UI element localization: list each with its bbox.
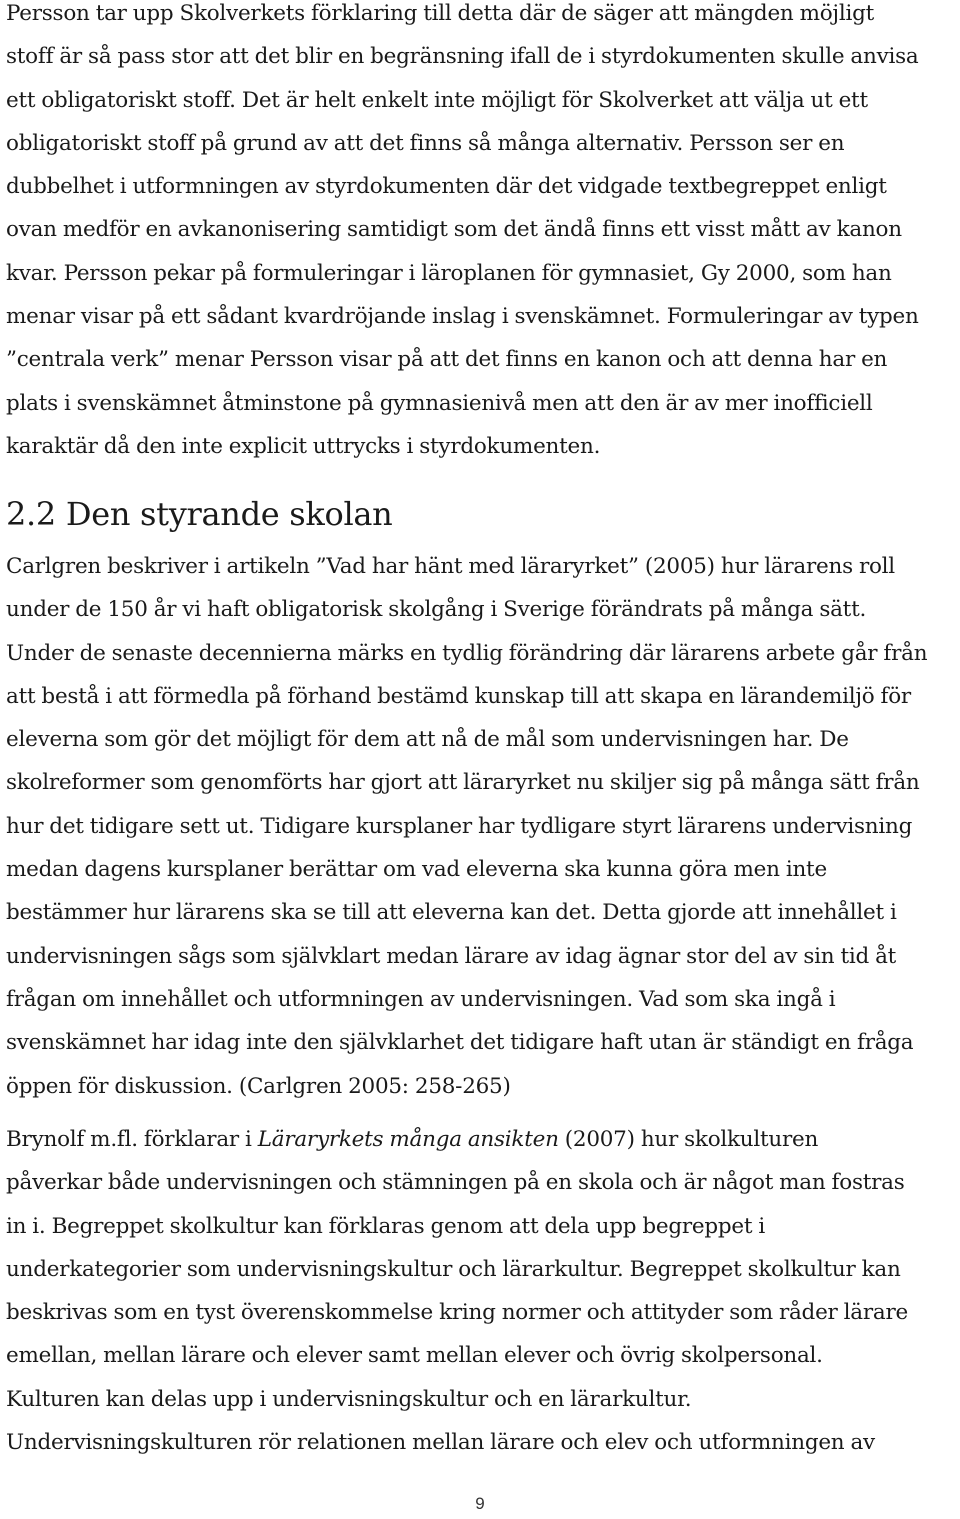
text-line: menar visar på ett sådant kvardröjande inslag i svenskämnet. Formuleringar av typen (6, 304, 919, 330)
text-line: eleverna som gör det möjligt för dem att nå de mål som undervisningen har. De (6, 727, 849, 753)
text-line: undervisningen sågs som självklart medan lärare av idag ägnar stor del av sin tid åt (6, 943, 897, 969)
paragraph-carlgren (6, 545, 927, 1108)
text-line: Undervisningskulturen rör relationen mellan lärare och elev och utformningen av (6, 1430, 875, 1456)
text-line: Carlgren beskriver i artikeln ”Vad har hänt med läraryrket” (2005) hur lärarens roll (6, 554, 895, 579)
paragraph-persson-kanon (6, 0, 919, 468)
book-title: Läraryrkets många ansikten (257, 1127, 559, 1152)
text-line: hur det tidigare sett ut. Tidigare kursplaner har tydligare styrt lärarens undervisning (6, 813, 913, 839)
text-line: skolreformer som genomförts har gjort att läraryrket nu skiljer sig på många sätt från (6, 770, 920, 796)
text-line: medan dagens kursplaner berättar om vad eleverna ska kunna göra men inte (6, 857, 827, 883)
text-line: in i. Begreppet skolkultur kan förklaras genom att dela upp begreppet i (6, 1213, 765, 1239)
text-line: att bestå i att förmedla på förhand bestämd kunskap till att skapa en lärandemiljö för (6, 683, 911, 709)
text-line: kvar. Persson pekar på formuleringar i läroplanen för gymnasiet, Gy 2000, som han (6, 260, 892, 286)
text-line: Under de senaste decennierna märks en tydlig förändring där lärarens arbete går från (6, 640, 928, 666)
text-line: karaktär då den inte explicit uttrycks i styrdokumenten. (6, 433, 601, 459)
text-line: dubbelhet i utformningen av styrdokumenten där det vidgade textbegreppet enligt (6, 174, 887, 200)
text-line: ”centrala verk” menar Persson visar på att det finns en kanon och att denna har en (6, 347, 888, 373)
text-line: frågan om innehållet och utformningen av undervisningen. Vad som ska ingå i (6, 986, 836, 1012)
paragraph-brynolf (6, 1118, 908, 1464)
text-line: plats i svenskämnet åtminstone på gymnasienivå men att den är av mer inofficiell (6, 390, 873, 416)
text-line: svenskämnet har idag inte den självklarhet det tidigare haft utan är ständigt en fråga (6, 1030, 914, 1056)
text-line: stoff är så pass stor att det blir en begränsning ifall de i styrdokumenten skulle anvisa (6, 44, 919, 70)
text-line: bestämmer hur lärarens ska se till att eleverna kan det. Detta gjorde att innehållet i (6, 900, 897, 926)
text-fragment: (2007) hur skolkulturen (558, 1127, 819, 1152)
text-line: Kulturen kan delas upp i undervisningskultur och en lärarkultur. (6, 1386, 692, 1412)
text-line: Persson tar upp Skolverkets förklaring till detta där de säger att mängden möjligt (6, 1, 875, 26)
text-line: obligatoriskt stoff på grund av att det finns så många alternativ. Persson ser en (6, 130, 845, 156)
text-line: under de 150 år vi haft obligatorisk skolgång i Sverige förändrats på många sätt. (6, 597, 867, 623)
text-fragment: Brynolf m.fl. förklarar i (6, 1127, 258, 1152)
text-line: beskrivas som en tyst överenskommelse kring normer och attityder som råder lärare (6, 1300, 908, 1326)
text-line: ett obligatoriskt stoff. Det är helt enkelt inte möjligt för Skolverket att välja ut ett (6, 87, 868, 113)
text-line: underkategorier som undervisningskultur och lärarkultur. Begreppet skolkultur kan (6, 1256, 901, 1282)
text-line: öppen för diskussion. (Carlgren 2005: 258-265) (6, 1073, 511, 1099)
text-line (6, 1118, 908, 1161)
text-line: emellan, mellan lärare och elever samt mellan elever och övrig skolpersonal. (6, 1343, 823, 1369)
text-line: påverkar både undervisningen och stämningen på en skola och är något man fostras (6, 1170, 905, 1196)
section-heading: 2.2 Den styrande skolan (6, 495, 393, 533)
page-number: 9 (475, 1494, 485, 1513)
text-line: ovan medför en avkanonisering samtidigt som det ändå finns ett visst mått av kanon (6, 217, 902, 243)
